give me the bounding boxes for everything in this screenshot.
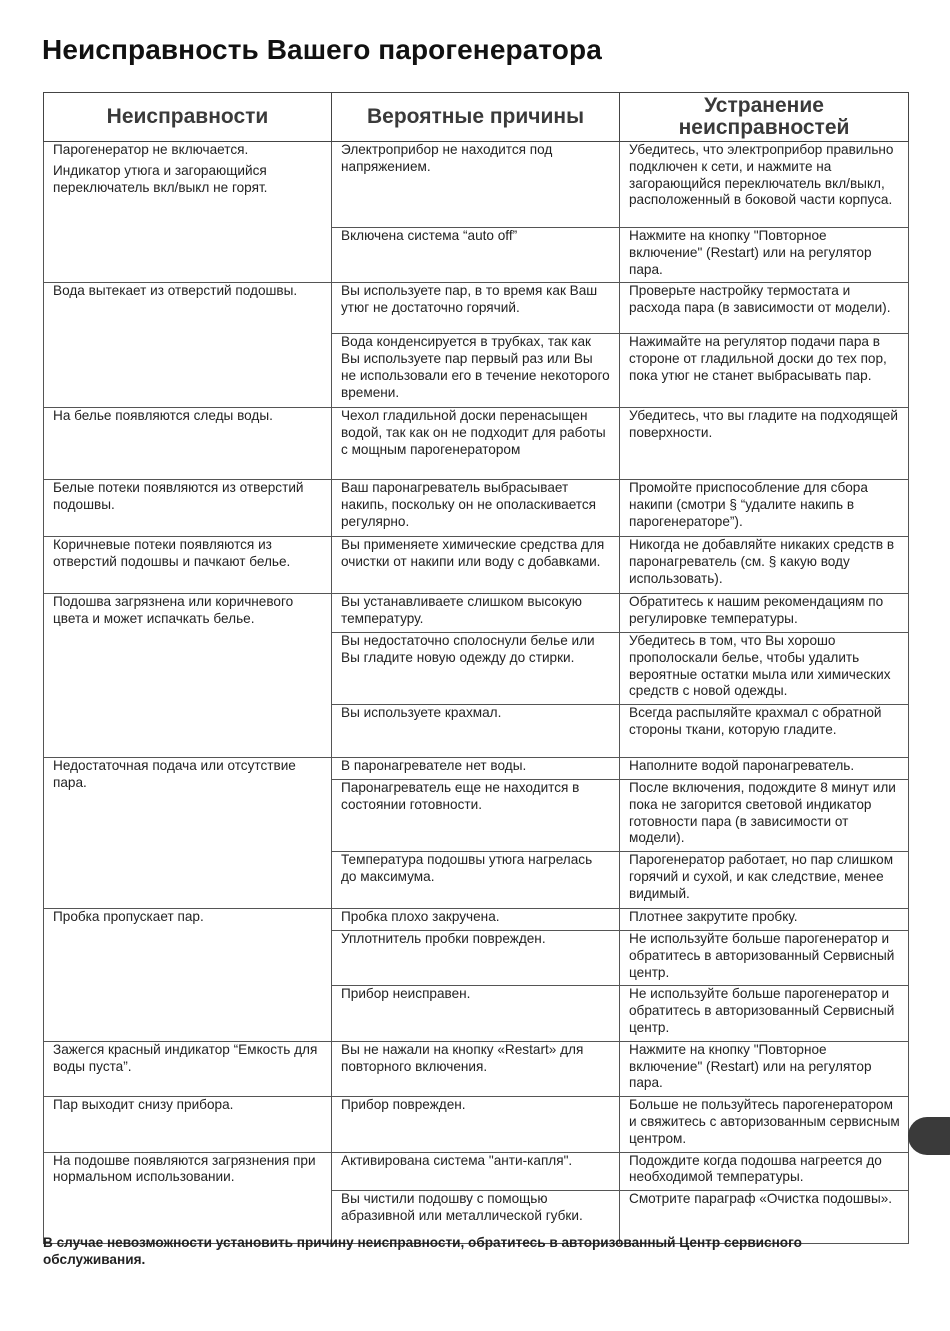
cause-cell: Электроприбор не находится под напряжением. <box>332 142 620 228</box>
problem-text: Пар выходит снизу прибора. <box>53 1097 234 1113</box>
solution-cell: Убедитесь в том, что Вы хорошо прополоскали белье, чтобы удалить вероятные остатки мыла или химических средств с новой одежды. <box>620 632 909 704</box>
table-row <box>44 537 909 594</box>
problem-cell <box>44 408 332 480</box>
troubleshooting-table <box>43 92 909 1244</box>
solution-cell: Нажмите на кнопку "Повторное включение" (Restart) или на регулятор пара. <box>620 1041 909 1096</box>
problem-text: Зажегся красный индикатор “Емкость для воды пуста”. <box>53 1041 318 1074</box>
cause-cell: В паронагревателе нет воды. <box>332 758 620 780</box>
table-row <box>44 408 909 480</box>
problem-text: Коричневые потеки появляются из отверстий подошвы и пачкают белье. <box>53 537 291 570</box>
footer-note: В случае невозможности установить причину неисправности, обратитесь в авторизованный Центр сервисного обслуживания. <box>43 1235 802 1267</box>
table-body <box>44 142 909 1244</box>
table-row <box>44 758 909 780</box>
solution-cell: Проверьте настройку термостата и расхода пара (в зависимости от модели). <box>620 283 909 334</box>
table-row <box>44 142 909 228</box>
solution-cell: Убедитесь, что вы гладите на подходящей поверхности. <box>620 408 909 480</box>
cause-cell: Включена система “auto off” <box>332 228 620 283</box>
cause-cell: Пробка плохо закручена. <box>332 909 620 931</box>
cause-cell: Прибор поврежден. <box>332 1097 620 1152</box>
cause-cell: Вы недостаточно сполоснули белье или Вы гладите новую одежду до стирки. <box>332 632 620 704</box>
problem-cell <box>44 537 332 594</box>
page-title: Неисправность Вашего парогенератора <box>42 34 602 65</box>
problem-cell <box>44 909 332 1042</box>
problem-text: Индикатор утюга и загорающийся переключатель вкл/выкл не горят. <box>53 162 268 195</box>
solution-cell: Подождите когда подошва нагреется до необходимой температуры. <box>620 1152 909 1191</box>
cause-cell: Уплотнитель пробки поврежден. <box>332 930 620 985</box>
problem-cell <box>44 1097 332 1152</box>
problem-text: На белье появляются следы воды. <box>53 408 273 424</box>
cause-cell: Вы используете крахмал. <box>332 705 620 758</box>
cause-cell: Ваш паронагреватель выбрасывает накипь, поскольку он не ополаскивается регулярно. <box>332 480 620 537</box>
solution-cell: Не используйте больше парогенератор и обратитесь в авторизованный Сервисный центр. <box>620 930 909 985</box>
problem-text: Белые потеки появляются из отверстий подошвы. <box>53 480 304 513</box>
problem-text: Пробка пропускает пар. <box>53 909 204 925</box>
solution-cell: Парогенератор работает, но пар слишком горячий и сухой, и как следствие, менее видимый. <box>620 852 909 909</box>
cause-cell: Паронагреватель еще не находится в состоянии готовности. <box>332 779 620 851</box>
table-row <box>44 594 909 633</box>
cause-cell: Температура подошвы утюга нагрелась до максимума. <box>332 852 620 909</box>
cause-cell: Прибор неисправен. <box>332 986 620 1041</box>
cause-cell: Активирована система "анти-капля". <box>332 1152 620 1191</box>
table-row <box>44 283 909 334</box>
page-edge-tab <box>908 1117 950 1155</box>
problem-cell <box>44 1152 332 1244</box>
problem-cell <box>44 480 332 537</box>
solution-cell: Промойте приспособление для сбора накипи (смотри § “удалите накипь в парогенераторе”). <box>620 480 909 537</box>
solution-cell: Никогда не добавляйте никаких средств в паронагреватель (см. § какую воду использовать). <box>620 537 909 594</box>
problem-cell <box>44 758 332 909</box>
header-causes: Вероятные причины <box>332 93 620 142</box>
solution-cell: Больше не пользуйтесь парогенератором и свяжитесь с авторизованным сервисным центром. <box>620 1097 909 1152</box>
problem-text: Недостаточная подача или отсутствие пара. <box>53 758 296 790</box>
problem-text: Вода вытекает из отверстий подошвы. <box>53 283 298 299</box>
cause-cell: Вы чистили подошву с помощью абразивной или металлической губки. <box>332 1191 620 1244</box>
solution-cell: Не используйте больше парогенератор и обратитесь в авторизованный Сервисный центр. <box>620 986 909 1041</box>
table-row <box>44 909 909 931</box>
header-problems: Неисправности <box>44 93 332 142</box>
header-solutions: Устранение неисправностей <box>620 93 909 142</box>
problem-cell <box>44 142 332 283</box>
table-row <box>44 1097 909 1152</box>
problem-cell <box>44 594 332 758</box>
problem-text: На подошве появляются загрязнения при нормальном использовании. <box>53 1152 316 1185</box>
problem-cell <box>44 1041 332 1096</box>
solution-cell: После включения, подождите 8 минут или пока не загорится световой индикатор готовности пара (в зависимости от модели). <box>620 779 909 851</box>
cause-cell: Вы не нажали на кнопку «Restart» для повторного включения. <box>332 1041 620 1096</box>
problem-text: Подошва загрязнена или коричневого цвета и может испачкать белье. <box>53 594 294 627</box>
solution-cell: Плотнее закрутите пробку. <box>620 909 909 931</box>
solution-cell: Обратитесь к нашим рекомендациям по регулировке температуры. <box>620 594 909 633</box>
cause-cell: Вода конденсируется в трубках, так как Вы используете пар первый раз или Вы не использовали его в течение некоторого времени. <box>332 334 620 408</box>
table-header-row <box>44 93 909 142</box>
solution-cell: Убедитесь, что электроприбор правильно подключен к сети, и нажмите на загорающийся переключатель вкл/выкл, расположенный в боковой части корпуса. <box>620 142 909 228</box>
solution-cell: Наполните водой паронагреватель. <box>620 758 909 780</box>
table-row <box>44 1152 909 1191</box>
solution-cell: Нажмите на кнопку "Повторное включение" (Restart) или на регулятор пара. <box>620 228 909 283</box>
solution-cell: Смотрите параграф «Очистка подошвы». <box>620 1191 909 1244</box>
table-row <box>44 480 909 537</box>
cause-cell: Вы используете пар, в то время как Ваш утюг не достаточно горячий. <box>332 283 620 334</box>
problem-cell <box>44 283 332 408</box>
table-row <box>44 1041 909 1096</box>
solution-cell: Всегда распыляйте крахмал с обратной стороны ткани, которую гладите. <box>620 705 909 758</box>
cause-cell: Вы устанавливаете слишком высокую температуру. <box>332 594 620 633</box>
solution-cell: Нажимайте на регулятор подачи пара в стороне от гладильной доски до тех пор, пока утюг не станет выбрасывать пар. <box>620 334 909 408</box>
cause-cell: Чехол гладильной доски перенасыщен водой, так как он не подходит для работы с мощным парогенератором <box>332 408 620 480</box>
problem-text: Парогенератор не включается. <box>53 142 249 157</box>
cause-cell: Вы применяете химические средства для очистки от накипи или воду с добавками. <box>332 537 620 594</box>
